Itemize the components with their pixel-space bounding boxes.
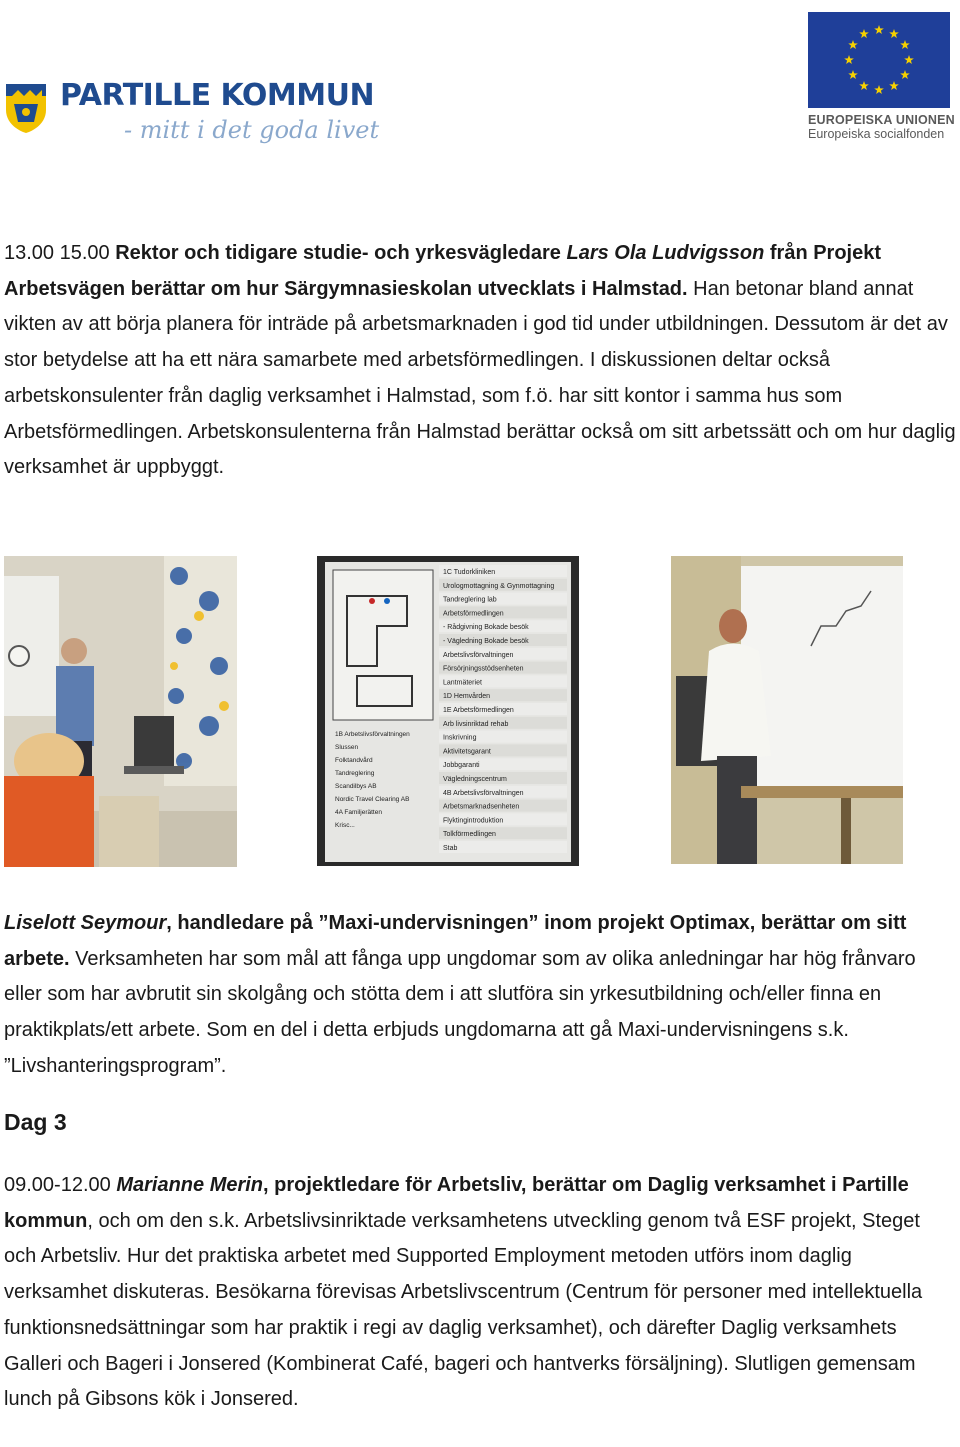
sign-row-text: Urologmottagning & Gynmottagning [443, 582, 555, 590]
photo-building-directory-sign [317, 556, 579, 866]
eu-flag-icon [808, 12, 950, 108]
sign-left-row-text: Slussen [335, 744, 359, 751]
sign-row-text: Vägledningscentrum [443, 776, 507, 783]
sign-row-text: - Vägledning Bokade besök [443, 638, 529, 645]
sign-row-text: 4B Arbetslivsförvaltningen [443, 789, 524, 797]
section-liselott [4, 906, 956, 1085]
sign-left-row-text: 4A Familjerätten [335, 809, 382, 816]
sign-row-text: Stab [443, 845, 458, 852]
sign-row-text: 1C Tudorkliniken [443, 569, 496, 576]
sign-left-row-text: Nordic Travel Clearing AB [335, 796, 410, 803]
sign-row-text: Flyktingintroduktion [443, 817, 504, 825]
sign-left-row-text: Tandreglering [335, 770, 375, 777]
sign-row-band [439, 841, 567, 853]
session-time: 13.00 15.00 [4, 242, 110, 264]
coat-of-arms-icon [4, 82, 48, 134]
sign-row-text: 1D Hemvården [443, 693, 491, 701]
session-time: 09.00-12.00 [4, 1174, 111, 1196]
sign-row-text: Aktivitetsgarant [443, 748, 491, 756]
sign-row-text: - Rådgivning Bokade besök [443, 624, 529, 632]
sign-row-text: Arbetslivsförvaltningen [443, 651, 514, 659]
session-intro: Rektor och tidigare studie- och yrkesvägledare [115, 242, 561, 264]
sign-left-row-text: Krisc... [335, 822, 355, 829]
session-title: från Projekt Arbetsvägen berättar om hur Särgymnasieskolan utvecklats i Halmstad. [4, 242, 882, 300]
eu-fund-name: Europeiska socialfonden [808, 127, 945, 141]
photo-presenter-classroom [4, 556, 237, 867]
section-lars-ola [4, 236, 956, 486]
sign-row-text: 1E Arbetsförmedlingen [443, 707, 514, 714]
session-title: , projektledare för Arbetsliv, berättar om Daglig verksamhet i Partille kommun [4, 1174, 909, 1232]
session-body: Han betonar bland annat vikten av att börja planera för inträde på arbetsmarknaden i god tid under utbildningen. Dessutom är det av stor betydelse att ha ett nära samarbete med arbetsförmedlingen. I diskussionen deltar också arbetskonsulenter från daglig verksamhet i Halmstad, som f.ö. har sitt kontor i samma hus som Arbetsförmedlingen. Arbetskonsulenterna från Halmstad berättar också om sitt arbetssätt och om hur daglig verksamhet är uppbyggt. [4, 277, 956, 479]
sign-left-row-text: 1B Arbetslivsförvaltningen [335, 731, 410, 738]
day-heading: Dag 3 [4, 1109, 67, 1135]
municipality-tagline: - mitt i det goda livet [124, 116, 380, 144]
sign-row-text: Tolkförmedlingen [443, 831, 496, 839]
sign-row-text: Jobbgaranti [443, 762, 480, 770]
sign-row-text: Arbetsförmedlingen [443, 610, 504, 618]
sign-row-text: Arb livsinriktad rehab [443, 720, 509, 728]
sign-row-text: Inskrivning [443, 734, 477, 742]
section-marianne [4, 1168, 956, 1418]
session-body: , och om den s.k. Arbetslivsinriktade verksamhetens utveckling genom två ESF projekt, Steget och Arbetsliv. Hur det praktiska arbetet med Supported Employment metoden utförs inom daglig verksamhet diskuteras. Besökarna förevisas Arbetslivscentrum (Centrum för personer med intellektuella funktionsnedsättningar som har praktik i regi av daglig verksamhet), och därefter Daglig verksamhets Galleri och Bageri i Jonsered (Kombinerat Café, bageri och hantverks försäljning). Slutligen gemensam lunch på Gibsons kök i Jonsered. [4, 1209, 923, 1411]
photo-presenter-whiteboard [671, 556, 903, 864]
session-body: Verksamheten har som mål att fånga upp ungdomar som av olika anledningar har hög frånvaro eller som har avbrutit sin skolgång och stötta dem i att slutföra sin yrkesutbildning och/eller finna en praktikplats/ett arbete. Som en del i detta erbjuds ungdomarna att gå Maxi-undervisningens s.k. ”Livshanteringsprogram”. [4, 947, 916, 1077]
sign-left-row-text: Folktandvård [335, 757, 373, 764]
speaker-name: Marianne Merin [116, 1174, 264, 1196]
session-title: , handledare på ”Maxi-undervisningen” inom projekt Optimax, berättar om sitt arbete. [4, 912, 907, 970]
speaker-name: Lars Ola Ludvigsson [566, 242, 765, 264]
municipality-name: PARTILLE KOMMUN [60, 78, 375, 113]
sign-row-text: Lantmäteriet [443, 679, 482, 687]
sign-left-row-text: Scandilbys AB [335, 783, 377, 790]
eu-social-fund-logo [808, 12, 954, 141]
eu-name: EUROPEISKA UNIONEN [808, 113, 955, 127]
sign-row-text: Tandreglering lab [443, 596, 497, 604]
speaker-name: Liselott Seymour [4, 912, 167, 934]
sign-row-text: Arbetsmarknadsenheten [443, 803, 520, 811]
partille-kommun-logo [4, 78, 380, 152]
sign-row-text: Försörjningsstödsenheten [443, 665, 524, 673]
